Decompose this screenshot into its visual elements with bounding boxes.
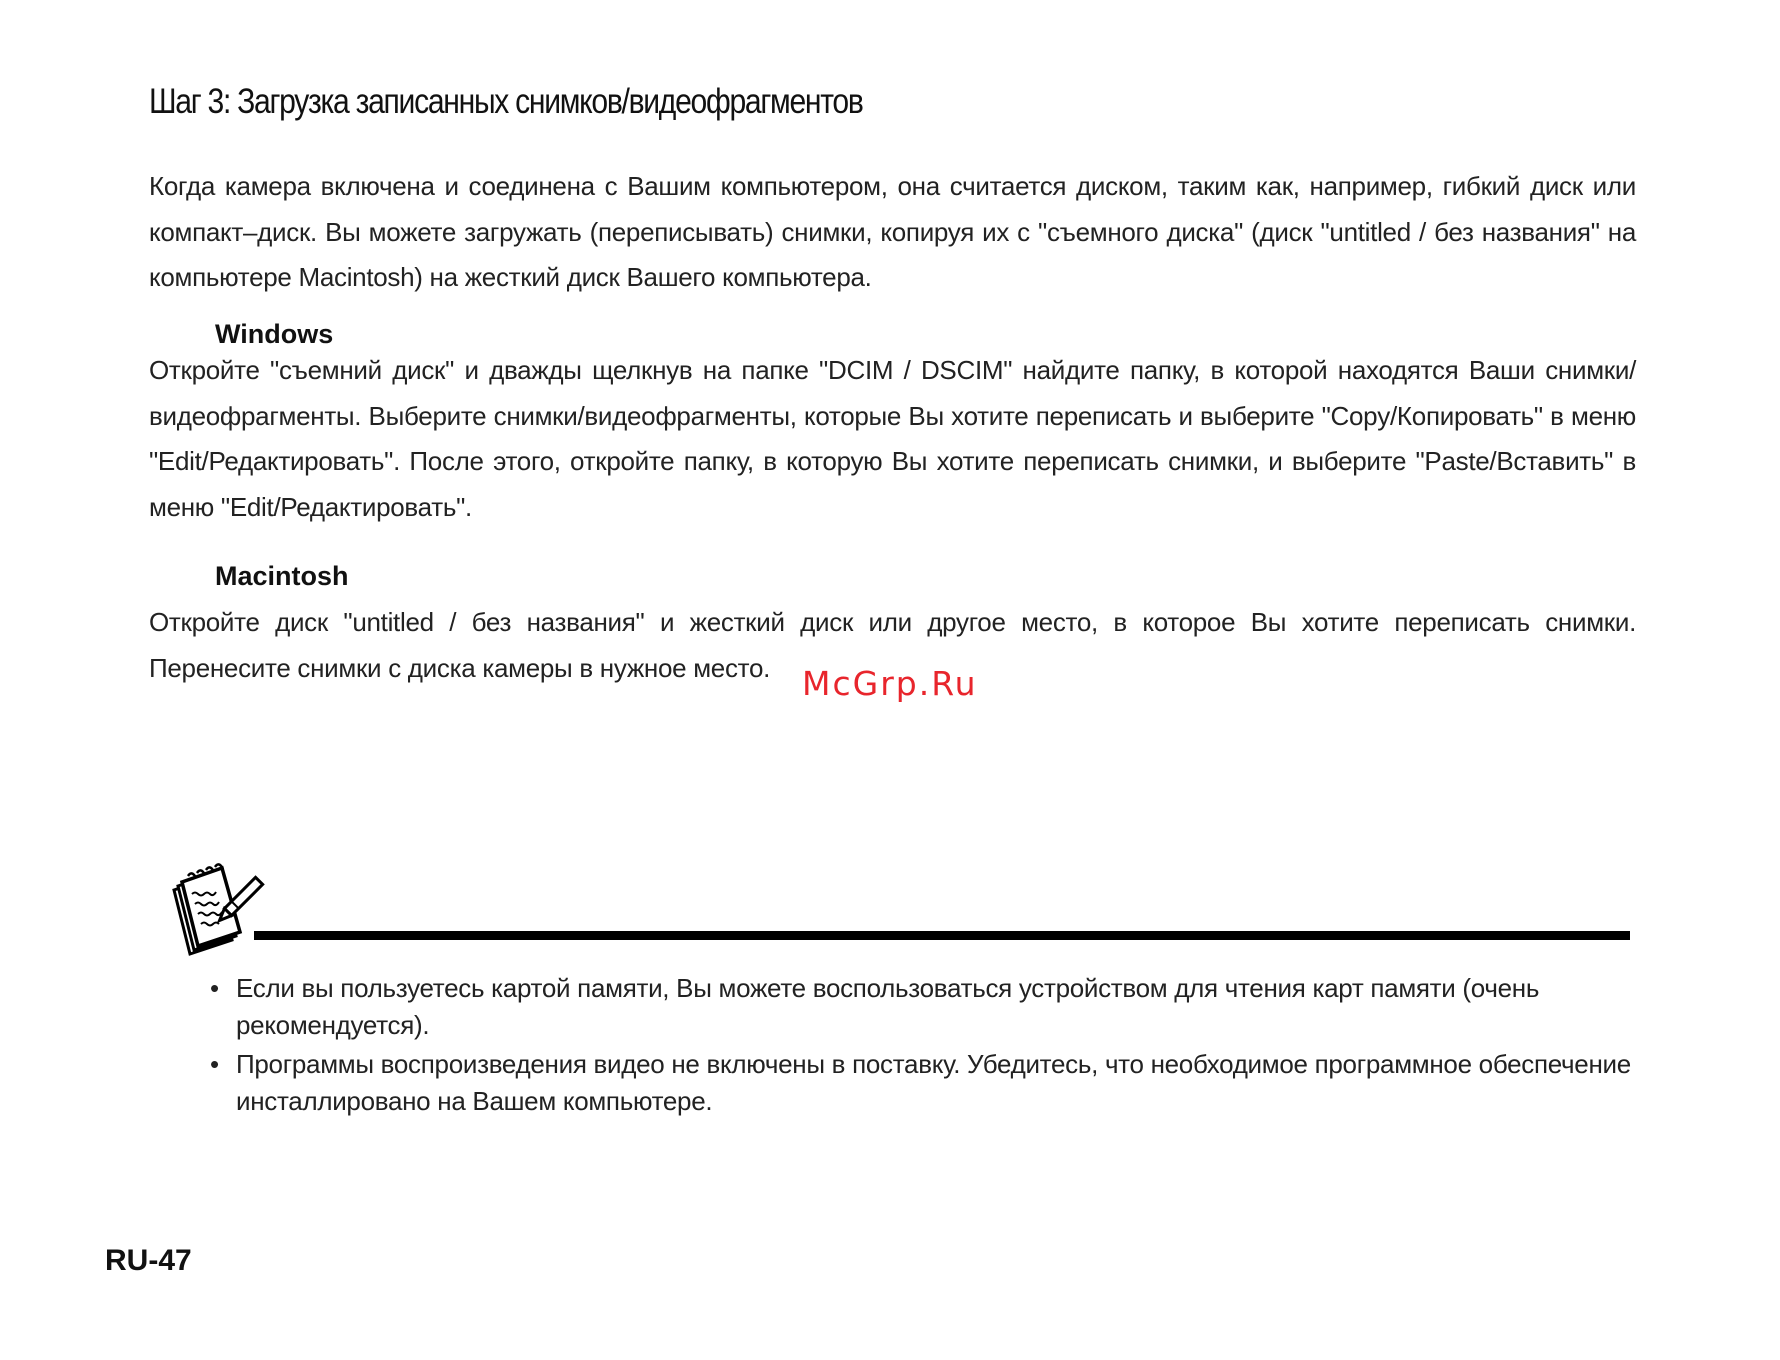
intro-paragraph: Когда камера включена и соединена с Вашим компьютером, она считается диском, таким как, например, гибкий диск или компакт–диск. Вы можете загружать (переписывать) снимки, копируя их с "съемного диска" (диск "untitled / без названия" на компьютере Macintosh) на жесткий диск Вашего компьютера.	[149, 171, 1636, 292]
list-item	[210, 1046, 1640, 1120]
note-text: Программы воспроизведения видео не включены в поставку. Убедитесь, что необходимое программное обеспечение инсталлировано на Вашем компьютере.	[236, 1049, 1631, 1116]
windows-paragraph: Откройте "съемний диск" и дважды щелкнув на папке "DCIM / DSCIM" найдите папку, в которой находятся Ваши снимки/видеофрагменты. Выберите снимки/видеофрагменты, которые Вы хотите переписать и выберите "Copy/Копировать" в меню "Edit/Редактировать". После этого, откройте папку, в которую Вы хотите переписать снимки, и выберите "Paste/Вставить" в меню "Edit/Редактировать".	[149, 355, 1636, 522]
bullet-icon: •	[210, 973, 219, 1003]
macintosh-heading: Macintosh	[215, 561, 349, 591]
list-item	[210, 970, 1640, 1044]
bullet-icon: •	[210, 1049, 219, 1079]
windows-heading: Windows	[215, 319, 334, 349]
watermark: McGrp.Ru	[802, 664, 978, 703]
notepad-pencil-icon	[168, 860, 268, 960]
note-text: Если вы пользуетесь картой памяти, Вы можете воспользоваться устройством для чтения карт памяти (очень рекомендуется).	[236, 973, 1540, 1040]
macintosh-paragraph: Откройте диск "untitled / без названия" и жесткий диск или другое место, в которое Вы хотите переписать снимки. Перенесите снимки с диска камеры в нужное место.	[149, 607, 1636, 683]
notes-list	[210, 970, 1640, 1122]
page-title: Шаг 3: Загрузка записанных снимков/видеофрагментов	[149, 82, 863, 121]
page-number: RU-47	[105, 1244, 192, 1277]
note-divider	[254, 931, 1630, 940]
